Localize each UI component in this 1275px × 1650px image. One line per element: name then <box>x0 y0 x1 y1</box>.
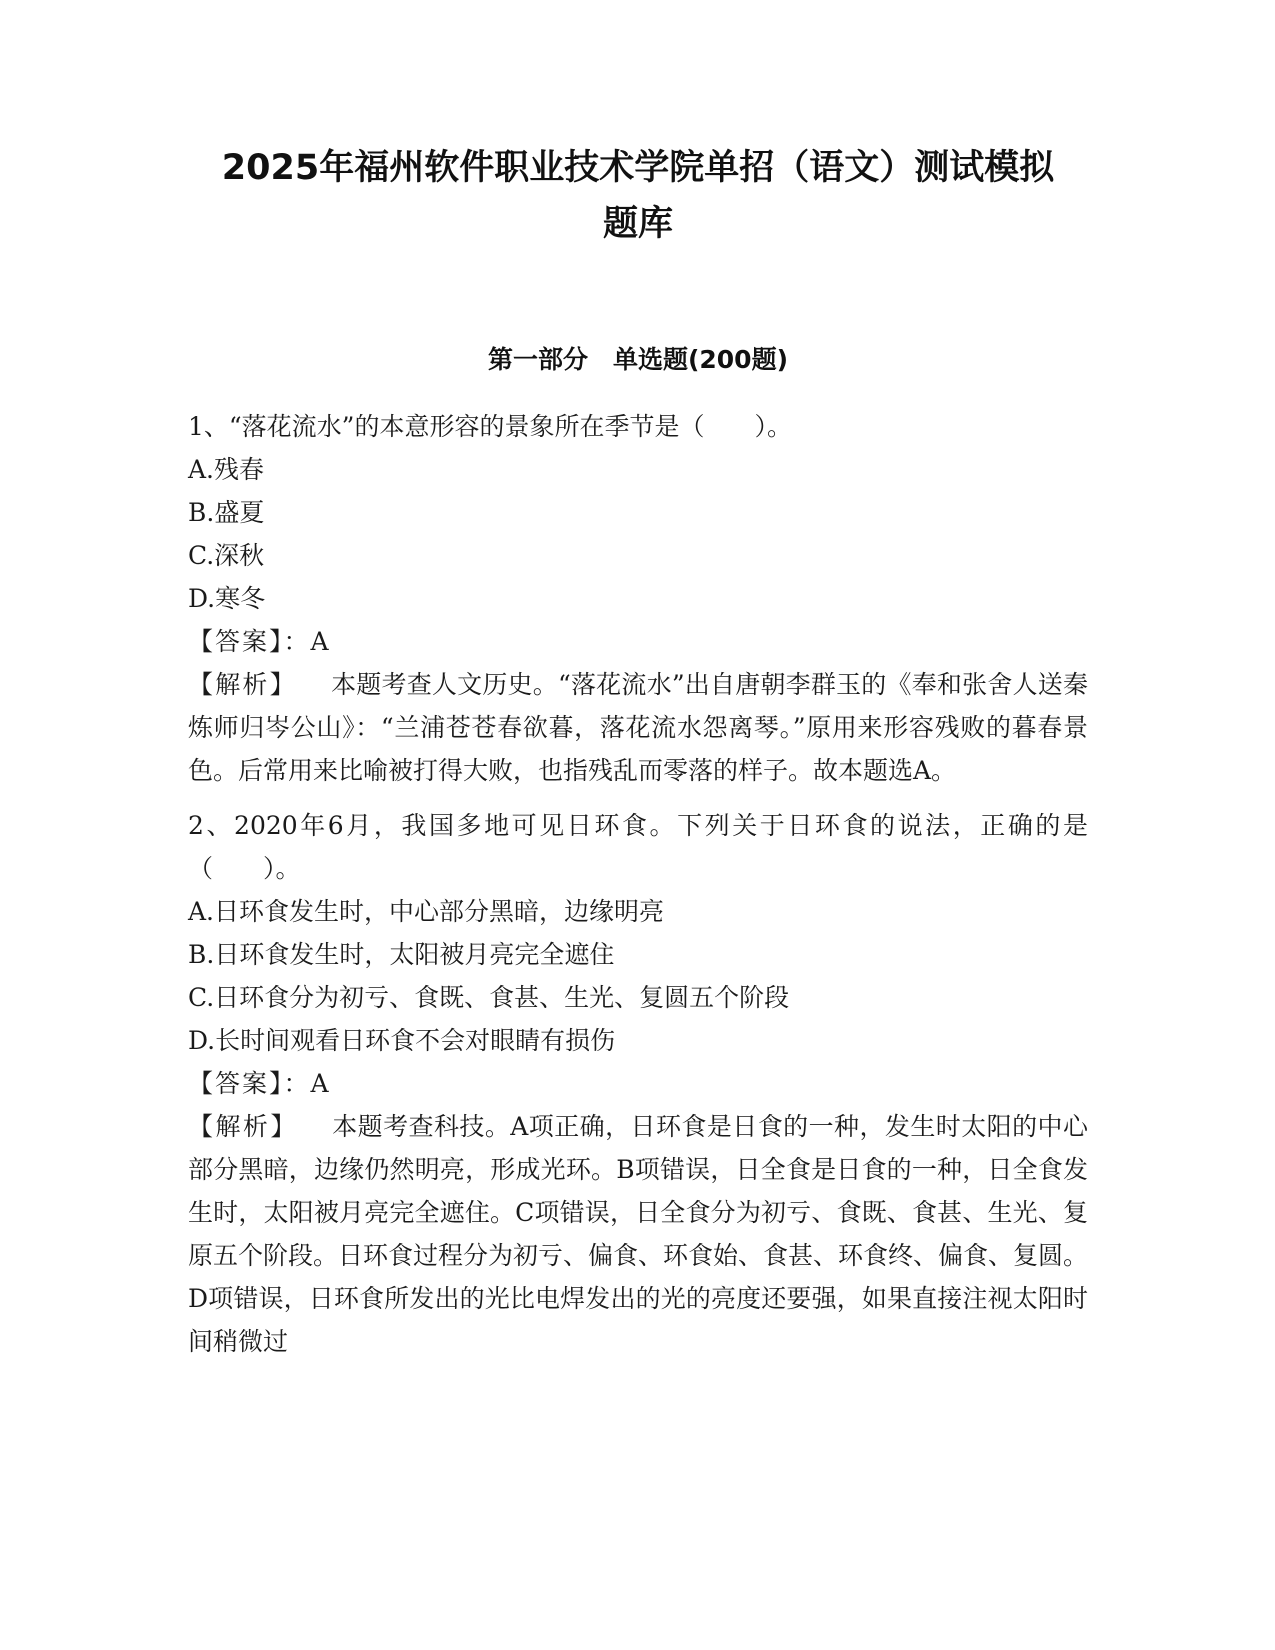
question-stem: 2、2020年6月，我国多地可见日环食。下列关于日环食的说法，正确的是（ ）。 <box>188 811 1088 883</box>
answer-label: 【答案】： <box>188 627 311 656</box>
analysis-text: 本题考查人文历史。“落花流水”出自唐朝李群玉的《奉和张舍人送秦炼师归岑公山》：“兰浦苍苍春欲暮，落花流水怨离琴。”原用来形容残败的暮春景色。后常用来比喻被打得大败，也指残乱而零落的样子。故本题选A。 <box>188 670 1088 785</box>
question-list <box>188 405 1088 1375</box>
option-b: B.盛夏 <box>188 498 265 527</box>
analysis-paragraph <box>188 1105 1088 1363</box>
option-d: D.寒冬 <box>188 584 266 613</box>
title-line-1: 2025年福州软件职业技术学院单招（语文）测试模拟 <box>221 148 1055 188</box>
document-title <box>188 140 1088 252</box>
question-stem: 1、“落花流水”的本意形容的景象所在季节是（ ）。 <box>188 412 792 441</box>
question-1 <box>188 405 1088 792</box>
answer-line <box>188 1062 1088 1105</box>
option-a: A.日环食发生时，中心部分黑暗，边缘明亮 <box>188 897 665 926</box>
answer-label: 【答案】： <box>188 1069 311 1098</box>
option-c: C.日环食分为初亏、食既、食甚、生光、复圆五个阶段 <box>188 983 790 1012</box>
option-d: D.长时间观看日环食不会对眼睛有损伤 <box>188 1026 616 1055</box>
title-line-2: 题库 <box>602 204 673 244</box>
analysis-label: 【解析】 <box>188 670 297 699</box>
option-a: A.残春 <box>188 455 265 484</box>
analysis-paragraph <box>188 663 1088 792</box>
answer-value: A <box>310 1069 329 1098</box>
question-2 <box>188 804 1088 1363</box>
section-heading: 第一部分 单选题(200题) <box>487 345 789 374</box>
analysis-label: 【解析】 <box>188 1112 298 1141</box>
answer-value: A <box>310 627 329 656</box>
option-b: B.日环食发生时，太阳被月亮完全遮住 <box>188 940 615 969</box>
option-c: C.深秋 <box>188 541 265 570</box>
analysis-text: 本题考查科技。A项正确，日环食是日食的一种，发生时太阳的中心部分黑暗，边缘仍然明亮，形成光环。B项错误，日全食是日食的一种，日全食发生时，太阳被月亮完全遮住。C项错误，日全食分为初亏、食既、食甚、生光、复原五个阶段。日环食过程分为初亏、偏食、环食始、食甚、环食终、偏食、复圆。D项错误，日环食所发出的光比电焊发出的光的亮度还要强，如果直接注视太阳时间稍微过 <box>188 1112 1089 1356</box>
answer-line <box>188 620 1088 663</box>
